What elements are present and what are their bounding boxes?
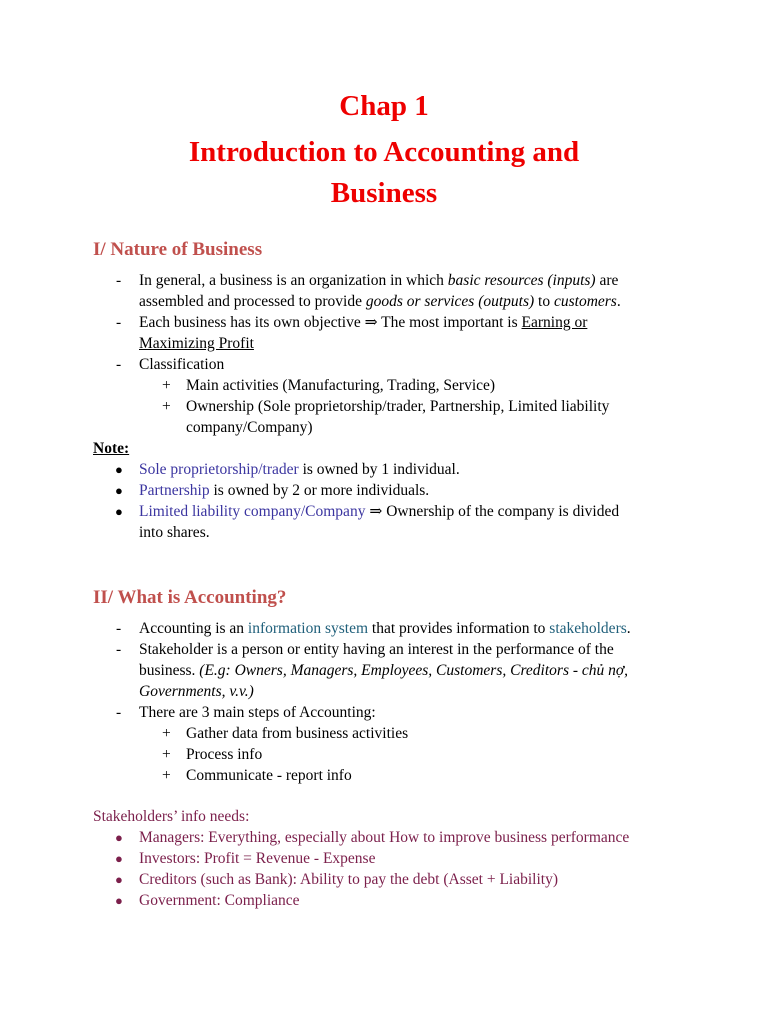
sub-list-item: Ownership (Sole proprietorship/trader, Partnership, Limited liability [186, 398, 610, 415]
stakeholder-needs-label: Stakeholders’ info needs: [93, 808, 250, 825]
bullet-marker: ● [115, 462, 123, 477]
list-item: Stakeholder is a person or entity having an interest in the performance of the [139, 641, 614, 658]
bullet-marker: ● [115, 483, 123, 498]
plus-marker: + [162, 746, 171, 763]
dash-marker: - [116, 314, 122, 331]
list-item-continuation: business. (E.g: Owners, Managers, Employees, Customers, Creditors - chủ nợ, [139, 662, 629, 679]
list-item: Managers: Everything, especially about How to improve business performance [139, 829, 630, 846]
sub-list-item: Main activities (Manufacturing, Trading, Service) [186, 377, 496, 394]
sub-list-item: Communicate - report info [186, 767, 352, 784]
dash-marker: - [116, 272, 122, 289]
dash-marker: - [116, 620, 122, 637]
section-heading-what-is-accounting: II/ What is Accounting? [93, 587, 287, 608]
dash-marker: - [116, 641, 122, 658]
sub-list-item-continuation: company/Company) [186, 419, 313, 436]
list-item: Partnership is owned by 2 or more individuals. [139, 482, 430, 499]
list-item-continuation: into shares. [139, 524, 210, 541]
chapter-title: Chap 1 [339, 90, 429, 122]
sub-list-item: Process info [186, 746, 263, 763]
bullet-marker: ● [115, 872, 123, 887]
section-heading-nature-of-business: I/ Nature of Business [93, 239, 263, 260]
note-label: Note: [93, 440, 130, 457]
list-item: Sole proprietorship/trader is owned by 1 individual. [139, 461, 460, 478]
bullet-marker: ● [115, 830, 123, 845]
list-item: Limited liability company/Company ⇒ Ownership of the company is divided [139, 503, 620, 520]
plus-marker: + [162, 725, 171, 742]
plus-marker: + [162, 377, 171, 394]
bullet-marker: ● [115, 851, 123, 866]
bullet-marker: ● [115, 504, 123, 519]
list-item: Classification [139, 356, 225, 373]
list-item: Creditors (such as Bank): Ability to pay the debt (Asset + Liability) [139, 871, 558, 888]
list-item-continuation: assembled and processed to provide goods or services (outputs) to customers. [139, 293, 621, 310]
list-item-continuation: Maximizing Profit [139, 335, 254, 352]
list-item: Government: Compliance [139, 892, 300, 909]
dash-marker: - [116, 356, 122, 373]
list-item-continuation: Governments, v.v.) [139, 683, 254, 700]
chapter-subtitle-line1: Introduction to Accounting and [188, 136, 580, 168]
list-item: In general, a business is an organization in which basic resources (inputs) are [139, 272, 619, 289]
list-item: Accounting is an information system that provides information to stakeholders. [139, 620, 631, 637]
sub-list-item: Gather data from business activities [186, 725, 409, 742]
chapter-subtitle-line2: Business [330, 177, 438, 209]
plus-marker: + [162, 767, 171, 784]
list-item: Investors: Profit = Revenue - Expense [139, 850, 376, 867]
dash-marker: - [116, 704, 122, 721]
list-item: Each business has its own objective ⇒ The most important is Earning or [139, 314, 588, 331]
bullet-marker: ● [115, 893, 123, 908]
list-item: There are 3 main steps of Accounting: [139, 704, 376, 721]
plus-marker: + [162, 398, 171, 415]
